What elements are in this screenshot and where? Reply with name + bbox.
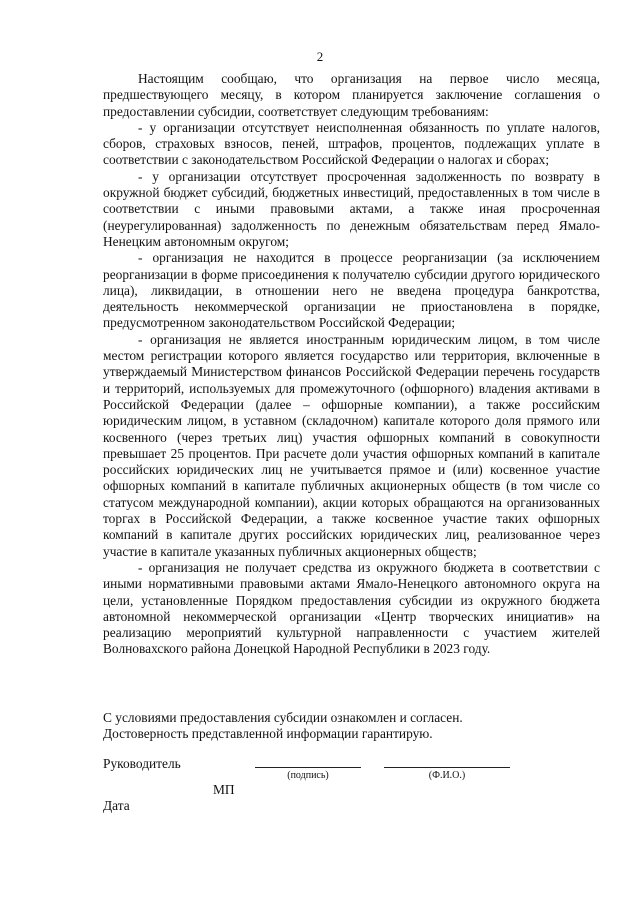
name-caption: (Ф.И.О.)	[428, 770, 466, 781]
signature-line	[255, 767, 361, 768]
requirement-debts: - у организации отсутствует просроченная задолженность по возврату в окружной бюджет субсидий, бюджетных инвестиций, предоставленных в том числе в соответствии с иными правовыми актами, а также иная просроченная (неурегулированная) задолженность по денежным обязательствам перед Ямало-Ненецким автономным округом;	[103, 168, 600, 249]
requirement-offshore: - организация не является иностранным юридическим лицом, в том числе местом регистрации которого является государство или территория, включенные в утверждаемый Министерством финансов Российской Федерации перечень государств и территорий, используемых для промежуточного (офшорного) владения активами в Российской Федерации (далее – офшорные компании), а также российским юридическим лицом, в уставном (складочном) капитале которого доля прямого или косвенного (через третьих лиц) участия офшорных компаний в совокупности превышает 25 процентов. При расчете доли участия офшорных компаний в капитале российских юридических лиц не учитывается прямое и (или) косвенное участие офшорных компаний в капитале публичных акционерных обществ (в том числе со статусом международной компании), акции которых обращаются на организованных торгах в Российской Федерации, а также косвенное участие таких офшорных компаний в капитале других российских юридических лиц, реализованное через участие в капитале указанных публичных акционерных обществ;	[103, 331, 600, 559]
requirement-funds: - организация не получает средства из окружного бюджета в соответствии с иными нормативными правовыми актами Ямало-Ненецкого автономного округа на цели, установленные Порядком предоставления субсидии из окружного бюджета автономной некоммерческой организации «Центр творческих инициатив» на реализацию мероприятий культурной направленности с участием жителей Волновахского района Донецкой Народной Республики в 2023 году.	[103, 559, 600, 657]
head-label: Руководитель	[103, 756, 181, 771]
stamp-label: МП	[213, 782, 235, 797]
acknowledgement-line-1: С условиями предоставления субсидии ознакомлен и согласен.	[103, 710, 463, 725]
intro-paragraph: Настоящим сообщаю, что организация на первое число месяца, предшествующего месяцу, в котором планируется заключение соглашения о предоставлении субсидии, соответствует следующим требованиям:	[103, 71, 600, 119]
document-body	[103, 71, 600, 658]
requirement-taxes: - у организации отсутствует неисполненная обязанность по уплате налогов, сборов, страховых взносов, пеней, штрафов, процентов, подлежащих уплате в соответствии с законодательством Российской Федерации о налогах и сборах;	[103, 119, 600, 168]
name-line	[384, 767, 510, 768]
date-label: Дата	[103, 798, 130, 813]
requirement-reorganization: - организация не находится в процессе реорганизации (за исключением реорганизации в форме присоединения к получателю субсидии другого юридического лица), ликвидации, в отношении него не введена процедура банкротства, деятельность некоммерческой организации не приостановлена в порядке, предусмотренном законодательством Российской Федерации;	[103, 250, 600, 331]
acknowledgement-line-2: Достоверность представленной информации гарантирую.	[103, 726, 433, 741]
signature-caption: (подпись)	[287, 770, 329, 781]
page-number: 2	[316, 49, 324, 64]
